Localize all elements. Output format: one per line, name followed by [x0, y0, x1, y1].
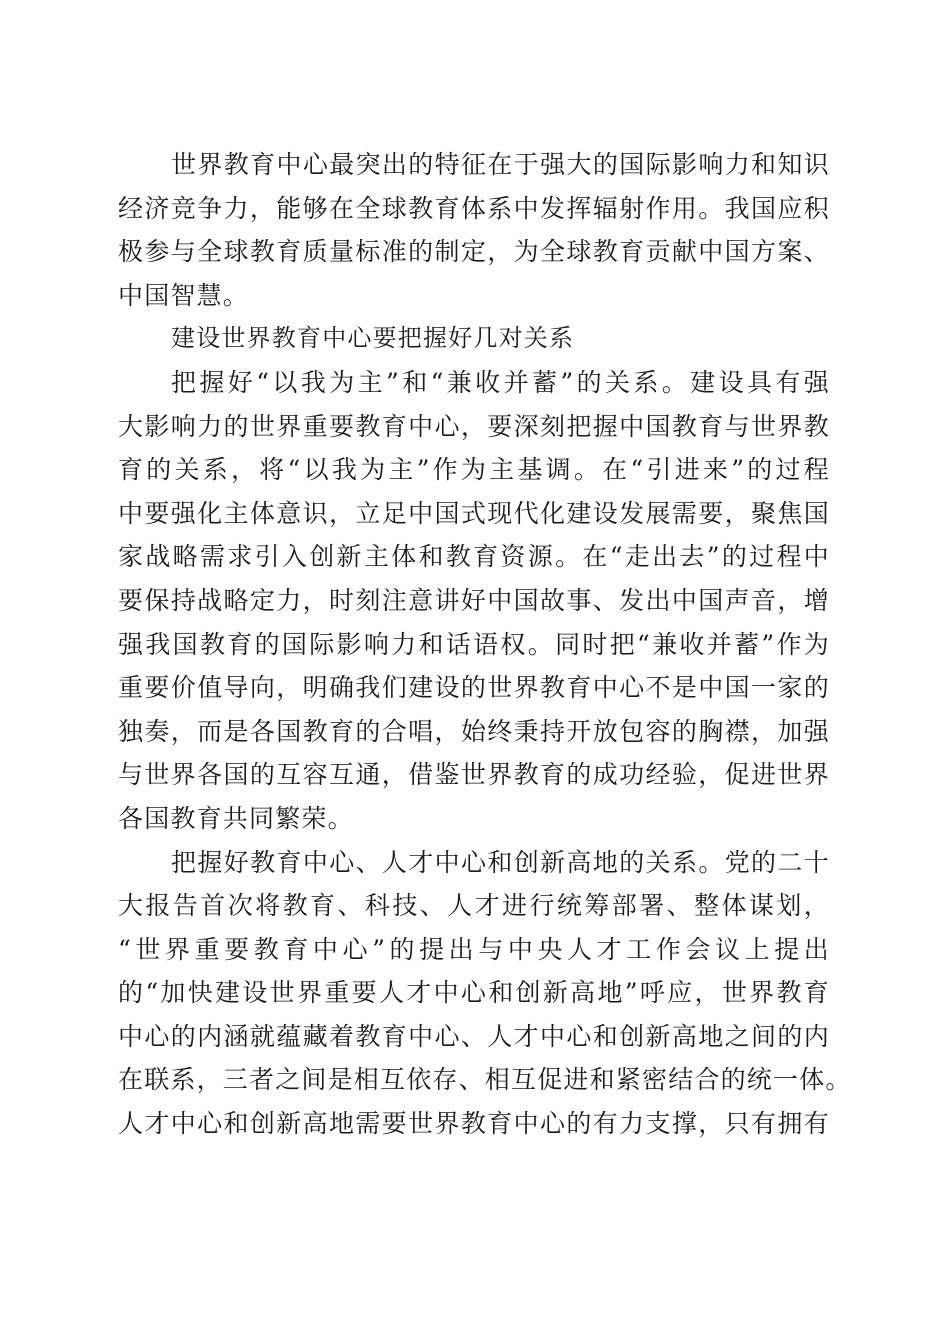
- paragraph-line: 重要价值导向，明确我们建设的世界教育中心不是中国一家的: [118, 673, 830, 703]
- paragraph-line: 的“加快建设世界重要人才中心和创新高地”呼应，世界教育: [118, 978, 830, 1008]
- paragraph-line: 各国教育共同繁荣。: [118, 803, 354, 833]
- paragraph-education-talent-innovation: [118, 841, 852, 1146]
- paragraph-line: 经济竞争力，能够在全球教育体系中发挥辐射作用。我国应积: [118, 193, 830, 223]
- paragraph-line: 中心的内涵就蕴藏着教育中心、人才中心和创新高地之间的内: [118, 1021, 830, 1051]
- paragraph-line: 把握好教育中心、人才中心和创新高地的关系。党的二十: [171, 847, 830, 877]
- paragraph-line: 与世界各国的互容互通，借鉴世界教育的成功经验，促进世界: [118, 760, 830, 790]
- paragraph-line: 育的关系，将“以我为主”作为主基调。在“引进来”的过程: [118, 455, 830, 485]
- document-body: [118, 143, 852, 1146]
- paragraph-line: 强我国教育的国际影响力和话语权。同时把“兼收并蓄”作为: [118, 629, 830, 659]
- paragraph-line: 把握好“以我为主”和“兼收并蓄”的关系。建设具有强: [171, 367, 830, 397]
- paragraph-world-education-center-features: [118, 143, 830, 317]
- paragraph-line: “世界重要教育中心”的提出与中央人才工作会议上提出: [118, 934, 830, 964]
- paragraph-line: 中国智慧。: [118, 280, 250, 310]
- section-heading-text: 建设世界教育中心要把握好几对关系: [171, 324, 575, 353]
- paragraph-line: 人才中心和创新高地需要世界教育中心的有力支撑，只有拥有: [118, 1109, 830, 1139]
- paragraph-line: 独奏，而是各国教育的合唱，始终秉持开放包容的胸襟，加强: [118, 716, 830, 746]
- paragraph-line: 世界教育中心最突出的特征在于强大的国际影响力和知识: [171, 150, 830, 179]
- paragraph-line: 中要强化主体意识，立足中国式现代化建设发展需要，聚焦国: [118, 498, 830, 528]
- paragraph-line: 家战略需求引入创新主体和教育资源。在“走出去”的过程中: [118, 542, 830, 572]
- paragraph-self-and-inclusive: [118, 361, 830, 841]
- paragraph-line: 大影响力的世界重要教育中心，要深刻把握中国教育与世界教: [118, 411, 830, 441]
- paragraph-line: 在联系，三者之间是相互依存、相互促进和紧密结合的统一体。: [118, 1065, 852, 1095]
- paragraph-line: 极参与全球教育质量标准的制定，为全球教育贡献中国方案、: [118, 237, 830, 267]
- section-heading: [118, 317, 830, 361]
- paragraph-line: 要保持战略定力，时刻注意讲好中国故事、发出中国声音，增: [118, 585, 830, 615]
- paragraph-line: 大报告首次将教育、科技、人才进行统筹部署、整体谋划，: [118, 891, 830, 921]
